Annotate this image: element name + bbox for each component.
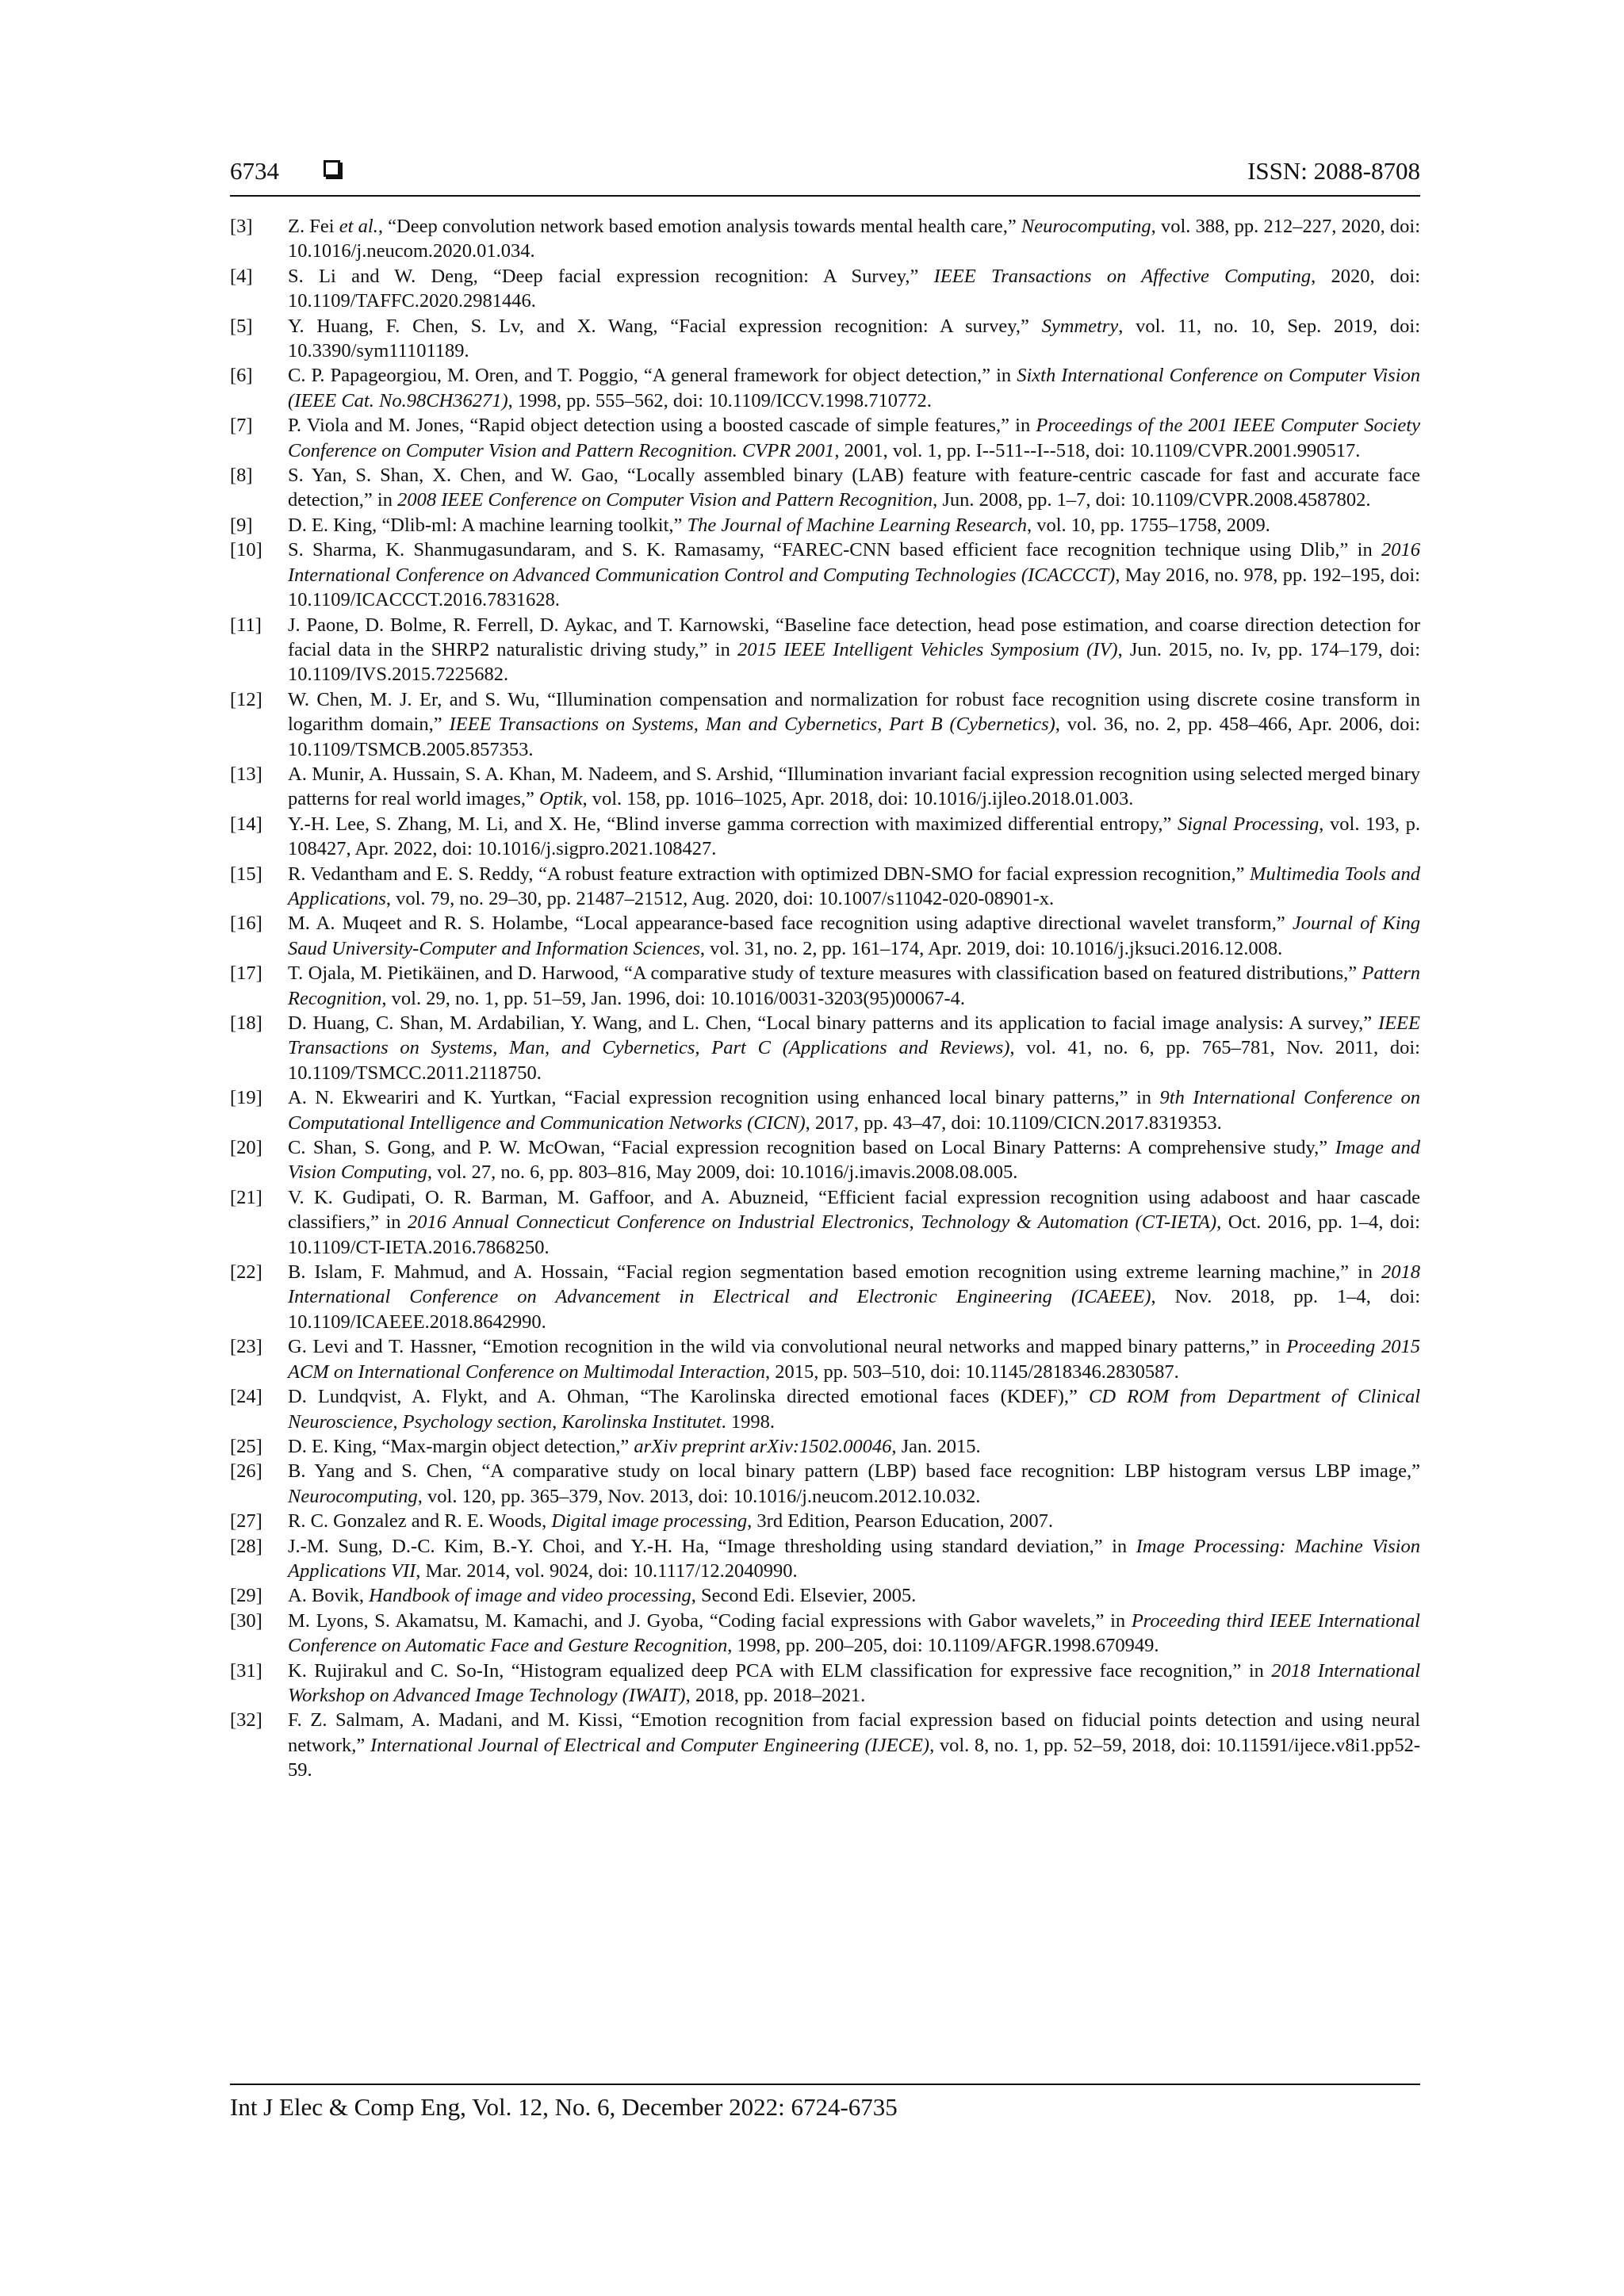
reference-number: [21] xyxy=(230,1186,262,1208)
reference-item xyxy=(230,1459,1420,1509)
reference-text xyxy=(288,1187,1420,1258)
reference-text xyxy=(288,216,1420,262)
reference-item xyxy=(230,687,1420,762)
reference-segment: , Mar. 2014, vol. 9024, doi: 10.1117/12.2040990. xyxy=(416,1559,798,1582)
reference-number: [24] xyxy=(230,1386,262,1408)
reference-venue: et al. xyxy=(339,216,378,237)
reference-segment: K. Rujirakul and C. So-In, “Histogram equalized deep PCA with ELM classification for expressive face recognition,” in xyxy=(288,1659,1272,1682)
reference-segment: M. A. Muqeet and R. S. Holambe, “Local appearance-based face recognition using adaptive directional wavelet transform,” xyxy=(288,913,1293,935)
reference-number: [26] xyxy=(230,1460,262,1483)
reference-segment: T. Ojala, M. Pietikäinen, and D. Harwood, “A comparative study of texture measures with classification based on featured distributions,” xyxy=(288,962,1362,985)
reference-venue: International Journal of Electrical and Computer Engineering (IJECE) xyxy=(370,1734,930,1756)
reference-text xyxy=(288,962,1420,1008)
reference-venue: Signal Processing xyxy=(1178,813,1320,835)
reference-segment: , vol. 158, pp. 1016–1025, Apr. 2018, doi: 10.1016/j.ijleo.2018.01.003. xyxy=(582,788,1134,810)
reference-segment: A. Bovik, xyxy=(288,1585,370,1607)
reference-item xyxy=(230,862,1420,912)
reference-segment: , 2020, doi: 10.1109/TAFFC.2020.2981446. xyxy=(288,265,1420,312)
page-header xyxy=(230,154,1420,193)
reference-segment: F. Z. Salmam, A. Madani, and M. Kissi, “Emotion recognition from facial expression based on fiducial points detection and using neural network,” xyxy=(288,1709,1420,1756)
reference-text xyxy=(288,614,1420,686)
reference-text xyxy=(288,316,1420,362)
page-footer: Int J Elec & Comp Eng, Vol. 12, No. 6, December 2022: 6724-6735 xyxy=(230,2093,898,2121)
reference-number: [25] xyxy=(230,1435,262,1457)
reference-text xyxy=(288,813,1420,859)
reference-number: [10] xyxy=(230,539,262,561)
reference-segment: C. Shan, S. Gong, and P. W. McOwan, “Facial expression recognition based on Local Binary Patterns: A comprehensive study,” xyxy=(288,1137,1335,1159)
reference-item xyxy=(230,413,1420,463)
reference-item xyxy=(230,1659,1420,1709)
reference-segment: D. Lundqvist, A. Flykt, and A. Ohman, “The Karolinska directed emotional faces (KDEF),” xyxy=(288,1386,1089,1408)
reference-segment: , 2017, pp. 43–47, doi: 10.1109/CICN.2017.8319353. xyxy=(805,1112,1222,1134)
reference-segment: Y. Huang, F. Chen, S. Lv, and X. Wang, “Facial expression recognition: A survey,” xyxy=(288,315,1042,337)
footer-rule xyxy=(230,2084,1420,2085)
reference-venue: The Journal of Machine Learning Research xyxy=(687,514,1027,536)
reference-item xyxy=(230,538,1420,612)
reference-segment: , vol. 27, no. 6, pp. 803–816, May 2009, doi: 10.1016/j.imavis.2008.08.005. xyxy=(427,1161,1018,1184)
reference-venue: CD ROM from Department of Clinical Neuroscience, Psychology section, Karolinska Institutet xyxy=(288,1386,1420,1433)
reference-text xyxy=(288,1087,1420,1133)
reference-venue: 2018 International Workshop on Advanced Image Technology (IWAIT) xyxy=(288,1659,1420,1706)
reference-venue: Neurocomputing xyxy=(288,1485,418,1507)
reference-number: [22] xyxy=(230,1261,262,1284)
reference-text xyxy=(288,689,1420,760)
reference-number: [12] xyxy=(230,688,262,710)
reference-segment: , “Deep convolution network based emotion analysis towards mental health care,” xyxy=(377,216,1021,237)
reference-segment: R. Vedantham and E. S. Reddy, “A robust feature extraction with optimized DBN-SMO for facial expression recognition,” xyxy=(288,863,1251,885)
reference-venue: 2008 IEEE Conference on Computer Vision and Pattern Recognition xyxy=(397,489,933,511)
reference-text xyxy=(288,1536,1420,1582)
reference-segment: . 1998. xyxy=(721,1410,775,1433)
reference-item xyxy=(230,762,1420,812)
reference-segment: J. Paone, D. Bolme, R. Ferrell, D. Aykac, and T. Karnowski, “Baseline face detection, head pose estimation, and coarse direction detection for facial data in the SHRP2 naturalistic driving study,” in xyxy=(288,614,1420,660)
reference-segment: , May 2016, no. 978, pp. 192–195, doi: 10.1109/ICACCCT.2016.7831628. xyxy=(288,564,1420,611)
reference-segment: , vol. 193, p. 108427, Apr. 2022, doi: 10.1016/j.sigpro.2021.108427. xyxy=(288,813,1420,860)
reference-venue: Handbook of image and video processing xyxy=(369,1585,691,1607)
reference-text xyxy=(288,465,1420,511)
reference-segment: P. Viola and M. Jones, “Rapid object detection using a boosted cascade of simple features,” in xyxy=(288,415,1036,437)
reference-segment: , 1998, pp. 200–205, doi: 10.1109/AFGR.1998.670949. xyxy=(727,1635,1159,1657)
reference-number: [4] xyxy=(230,265,253,287)
reference-segment: , 2015, pp. 503–510, doi: 10.1145/2818346.2830587. xyxy=(764,1360,1179,1383)
reference-segment: , vol. 8, no. 1, pp. 52–59, 2018, doi: 10.11591/ijece.v8i1.pp52-59. xyxy=(288,1734,1420,1781)
reference-item xyxy=(230,513,1420,538)
reference-venue: Pattern Recognition xyxy=(288,962,1420,1009)
reference-text xyxy=(288,515,1270,536)
reference-item xyxy=(230,363,1420,413)
reference-item xyxy=(230,1185,1420,1260)
page-number: 6734 xyxy=(230,157,279,185)
reference-segment: B. Yang and S. Chen, “A comparative study on local binary pattern (LBP) based face recognition: LBP histogram versus LBP image,” xyxy=(288,1460,1420,1483)
reference-segment: , vol. 11, no. 10, Sep. 2019, doi: 10.3390/sym11101189. xyxy=(288,315,1421,362)
reference-segment: S. Sharma, K. Shanmugasundaram, and S. K. Ramasamy, “FAREC-CNN based efficient face recognition technique using Dlib,” in xyxy=(288,539,1381,561)
reference-segment: , Jun. 2015, no. Iv, pp. 174–179, doi: 10.1109/IVS.2015.7225682. xyxy=(288,638,1421,686)
reference-number: [30] xyxy=(230,1609,262,1632)
reference-venue: Digital image processing xyxy=(551,1510,748,1533)
reference-number: [16] xyxy=(230,913,262,935)
reference-segment: W. Chen, M. J. Er, and S. Wu, “Illumination compensation and normalization for robust face recognition using discrete cosine transform in logarithm domain,” xyxy=(288,688,1420,736)
reference-venue: Image and Vision Computing xyxy=(288,1137,1420,1184)
reference-segment: , 2018, pp. 2018–2021. xyxy=(685,1684,866,1706)
reference-number: [5] xyxy=(230,315,253,337)
reference-item xyxy=(230,463,1420,513)
reference-segment: M. Lyons, S. Akamatsu, M. Kamachi, and J. Gyoba, “Coding facial expressions with Gabor wavelets,” in xyxy=(288,1609,1132,1632)
reference-text xyxy=(288,539,1420,610)
reference-venue: 2016 International Conference on Advanced Communication Control and Computing Technologies (ICACCCT) xyxy=(288,539,1420,586)
reference-number: [17] xyxy=(230,962,262,985)
reference-segment: , vol. 31, no. 2, pp. 161–174, Apr. 2019, doi: 10.1016/j.jksuci.2016.12.008. xyxy=(699,937,1283,959)
reference-text xyxy=(288,913,1420,959)
reference-item xyxy=(230,1708,1420,1782)
reference-segment: J.-M. Sung, D.-C. Kim, B.-Y. Choi, and Y.-H. Ha, “Image thresholding using standard deviation,” in xyxy=(288,1535,1136,1557)
reference-venue: IEEE Transactions on Systems, Man, and Cybernetics, Part C (Applications and Reviews) xyxy=(288,1012,1420,1059)
reference-item xyxy=(230,1135,1420,1185)
reference-venue: Sixth International Conference on Computer Vision (IEEE Cat. No.98CH36271) xyxy=(288,365,1420,411)
reference-segment: Z. Fei xyxy=(288,216,339,237)
reference-venue: Neurocomputing xyxy=(1021,216,1151,237)
reference-segment: S. Li and W. Deng, “Deep facial expression recognition: A Survey,” xyxy=(288,265,934,287)
reference-text xyxy=(288,863,1420,909)
header-rule xyxy=(230,195,1420,197)
reference-segment: S. Yan, S. Shan, X. Chen, and W. Gao, “Locally assembled binary (LAB) feature with feature-centric cascade for fast and accurate face detection,” in xyxy=(288,465,1420,511)
reference-text xyxy=(288,1709,1420,1781)
reference-segment: , vol. 10, pp. 1755–1758, 2009. xyxy=(1026,514,1270,536)
reference-segment: , Jun. 2008, pp. 1–7, doi: 10.1109/CVPR.2008.4587802. xyxy=(933,489,1371,511)
reference-text xyxy=(288,1460,1420,1506)
reference-number: [14] xyxy=(230,813,262,835)
reference-number: [7] xyxy=(230,415,253,437)
reference-item xyxy=(230,1260,1420,1334)
reference-item xyxy=(230,1509,1420,1533)
reference-item xyxy=(230,1384,1420,1434)
reference-segment: A. Munir, A. Hussain, S. A. Khan, M. Nadeem, and S. Arshid, “Illumination invariant facial expression recognition using selected merged binary patterns for real world images,” xyxy=(288,763,1420,810)
reference-segment: Y.-H. Lee, S. Zhang, M. Li, and X. He, “Blind inverse gamma correction with maximized differential entropy,” xyxy=(288,813,1178,835)
reference-number: [3] xyxy=(230,216,253,237)
reference-segment: R. C. Gonzalez and R. E. Woods, xyxy=(288,1510,552,1533)
reference-number: [11] xyxy=(230,614,262,636)
reference-segment: , vol. 120, pp. 365–379, Nov. 2013, doi: 10.1016/j.neucom.2012.10.032. xyxy=(417,1485,981,1507)
reference-segment: , 3rd Edition, Pearson Education, 2007. xyxy=(747,1510,1053,1533)
reference-segment: B. Islam, F. Mahmud, and A. Hossain, “Facial region segmentation based emotion recognition using extreme learning machine,” in xyxy=(288,1261,1381,1284)
reference-item xyxy=(230,1609,1420,1659)
reference-segment: , vol. 29, no. 1, pp. 51–59, Jan. 1996, doi: 10.1016/0031-3203(95)00067-4. xyxy=(381,987,966,1009)
reference-segment: , Jan. 2015. xyxy=(891,1435,981,1457)
reference-number: [27] xyxy=(230,1510,262,1533)
reference-item xyxy=(230,613,1420,687)
reference-segment: , 2001, vol. 1, pp. I--511--I--518, doi: 10.1109/CVPR.2001.990517. xyxy=(834,439,1361,461)
reference-segment: A. N. Ekweariri and K. Yurtkan, “Facial expression recognition using enhanced local binary patterns,” in xyxy=(288,1087,1160,1109)
reference-number: [19] xyxy=(230,1087,262,1109)
reference-item xyxy=(230,314,1420,364)
reference-item xyxy=(230,264,1420,314)
reference-number: [6] xyxy=(230,365,253,387)
reference-text xyxy=(288,1386,1420,1432)
reference-segment: D. E. King, “Dlib-ml: A machine learning toolkit,” xyxy=(288,514,688,536)
reference-venue: Optik xyxy=(539,788,583,810)
reference-venue: IEEE Transactions on Affective Computing xyxy=(933,265,1312,287)
reference-venue: Journal of King Saud University-Computer and Information Sciences xyxy=(288,913,1420,959)
reference-number: [29] xyxy=(230,1585,262,1607)
reference-text xyxy=(288,1510,1053,1532)
reference-number: [20] xyxy=(230,1137,262,1159)
reference-text xyxy=(288,1660,1420,1706)
reference-text xyxy=(288,1012,1420,1084)
reference-venue: Proceeding 2015 ACM on International Conference on Multimodal Interaction xyxy=(288,1336,1420,1383)
issn: ISSN: 2088-8708 xyxy=(1247,157,1420,185)
reference-venue: Image Processing: Machine Vision Applications VII xyxy=(288,1535,1420,1582)
reference-venue: Proceeding third IEEE International Conference on Automatic Face and Gesture Recognition xyxy=(288,1609,1420,1657)
reference-number: [15] xyxy=(230,863,262,885)
reference-number: [13] xyxy=(230,763,262,785)
reference-text xyxy=(288,1585,916,1606)
reference-list xyxy=(230,214,1420,1783)
reference-segment: , vol. 41, no. 6, pp. 765–781, Nov. 2011, doi: 10.1109/TSMCC.2011.2118750. xyxy=(288,1037,1420,1084)
reference-text xyxy=(288,1261,1420,1333)
reference-item xyxy=(230,1334,1420,1384)
reference-text xyxy=(288,415,1420,461)
reference-number: [8] xyxy=(230,465,253,487)
reference-number: [31] xyxy=(230,1659,262,1682)
reference-text xyxy=(288,1436,981,1457)
reference-segment: G. Levi and T. Hassner, “Emotion recognition in the wild via convolutional neural networks and mapped binary patterns,” in xyxy=(288,1336,1287,1358)
reference-venue: 2018 International Conference on Advancement in Electrical and Electronic Engineering (ICAEEE) xyxy=(288,1261,1420,1308)
reference-segment: C. P. Papageorgiou, M. Oren, and T. Poggio, “A general framework for object detection,” in xyxy=(288,365,1017,387)
reference-segment: , vol. 388, pp. 212–227, 2020, doi: 10.1016/j.neucom.2020.01.034. xyxy=(288,216,1420,262)
reference-number: [9] xyxy=(230,514,253,536)
reference-venue: arXiv preprint arXiv:1502.00046 xyxy=(634,1435,892,1457)
reference-venue: Symmetry xyxy=(1041,315,1119,337)
reference-segment: , Second Edi. Elsevier, 2005. xyxy=(691,1585,917,1607)
reference-item xyxy=(230,961,1420,1011)
reference-item xyxy=(230,1434,1420,1459)
reference-item xyxy=(230,1085,1420,1135)
reference-segment: , Oct. 2016, pp. 1–4, doi: 10.1109/CT-IETA.2016.7868250. xyxy=(288,1211,1420,1258)
reference-item xyxy=(230,1583,1420,1608)
reference-venue: 2015 IEEE Intelligent Vehicles Symposium (IV) xyxy=(737,638,1118,660)
reference-segment: , vol. 36, no. 2, pp. 458–466, Apr. 2006, doi: 10.1109/TSMCB.2005.857353. xyxy=(288,714,1421,760)
reference-item xyxy=(230,214,1420,264)
reference-segment: , 1998, pp. 555–562, doi: 10.1109/ICCV.1998.710772. xyxy=(508,389,932,411)
reference-segment: , Nov. 2018, pp. 1–4, doi: 10.1109/ICAEEE.2018.8642990. xyxy=(288,1286,1420,1333)
reference-number: [23] xyxy=(230,1336,262,1358)
reference-item xyxy=(230,1011,1420,1085)
reference-text xyxy=(288,266,1420,312)
reference-text xyxy=(288,1336,1420,1382)
reference-venue: 9th International Conference on Computational Intelligence and Communication Networks (CICN) xyxy=(288,1087,1421,1134)
reference-number: [18] xyxy=(230,1012,262,1034)
reference-text xyxy=(288,365,1420,411)
reference-segment: D. Huang, C. Shan, M. Ardabilian, Y. Wang, and L. Chen, “Local binary patterns and its application to facial image analysis: A survey,” xyxy=(288,1012,1378,1034)
reference-number: [28] xyxy=(230,1535,262,1557)
reference-venue: 2016 Annual Connecticut Conference on Industrial Electronics, Technology & Automation (CT-IETA) xyxy=(408,1211,1217,1234)
square-box-icon xyxy=(324,160,340,177)
reference-venue: Multimedia Tools and Applications xyxy=(288,863,1421,909)
reference-item xyxy=(230,911,1420,961)
reference-venue: Proceedings of the 2001 IEEE Computer Society Conference on Computer Vision and Pattern Recognition. CVPR 2001 xyxy=(288,415,1420,461)
reference-text xyxy=(288,1137,1420,1183)
reference-segment: V. K. Gudipati, O. R. Barman, M. Gaffoor, and A. Abuzneid, “Efficient facial expression recognition using adaboost and haar cascade classifiers,” in xyxy=(288,1186,1420,1234)
reference-segment: , vol. 79, no. 29–30, pp. 21487–21512, Aug. 2020, doi: 10.1007/s11042-020-08901-x. xyxy=(385,887,1055,909)
reference-item xyxy=(230,1534,1420,1584)
reference-item xyxy=(230,812,1420,862)
reference-number: [32] xyxy=(230,1709,262,1732)
reference-segment: D. E. King, “Max-margin object detection,” xyxy=(288,1435,634,1457)
reference-venue: IEEE Transactions on Systems, Man and Cybernetics, Part B (Cybernetics) xyxy=(449,714,1055,736)
reference-text xyxy=(288,763,1420,809)
reference-text xyxy=(288,1610,1420,1656)
